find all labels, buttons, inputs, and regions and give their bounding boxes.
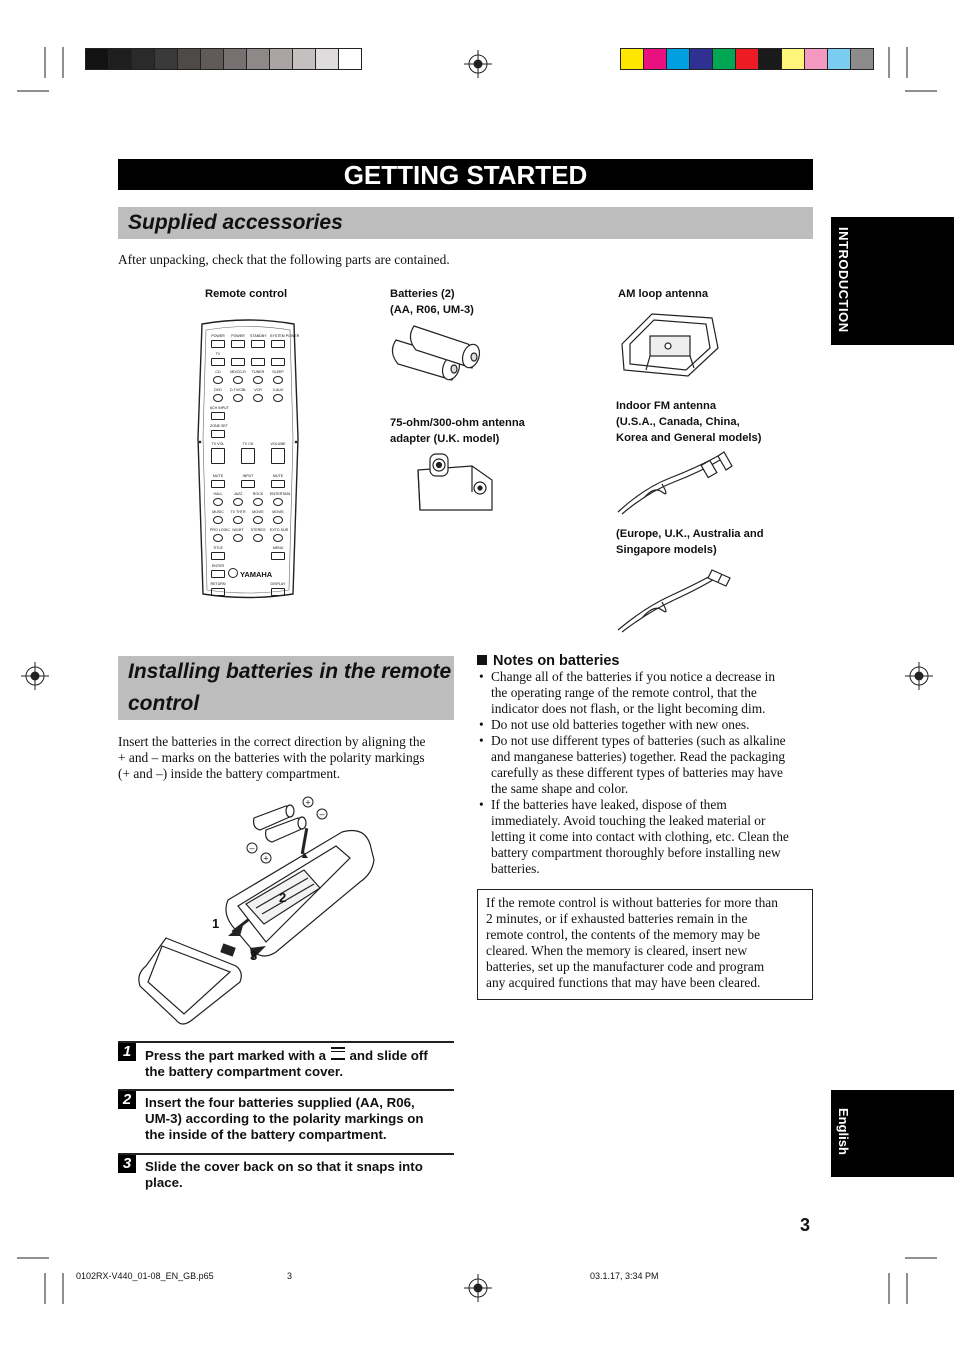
- step-2-number: 2: [118, 1091, 136, 1109]
- remote-button-shape: [211, 480, 225, 488]
- notes-list-item-line: battery compartment thoroughly before installing new: [491, 845, 781, 860]
- notes-list-item-line: the same shape and color.: [491, 781, 629, 796]
- remote-button-row: [210, 334, 300, 348]
- remote-button-shape: [213, 498, 223, 506]
- remote-button: [270, 546, 286, 560]
- remote-button-shape: [241, 448, 255, 464]
- remote-button: [270, 492, 291, 506]
- remote-button-shape: [271, 588, 285, 596]
- remote-button-row: [210, 424, 286, 438]
- memory-warning-line: remote control, the contents of the memory may be: [486, 927, 761, 942]
- remote-button-shape: [213, 394, 223, 402]
- page-number: 3: [800, 1215, 811, 1235]
- step-1-text-part-a: Press the part marked with a: [145, 1048, 327, 1063]
- remote-button-label: DVD: [214, 388, 222, 392]
- step-3-text-line2: place.: [145, 1175, 183, 1190]
- remote-button-label: 6CH INPUT: [210, 406, 229, 410]
- remote-button-label: TV CH: [242, 442, 254, 446]
- color-swatch: [666, 48, 690, 70]
- remote-button-shape: [233, 376, 243, 384]
- notes-heading-text: Notes on batteries: [493, 653, 620, 669]
- remote-button-label: MOVIE: [252, 510, 264, 514]
- remote-button-label: TV THTR: [230, 510, 246, 514]
- step-2-text-line1: Insert the four batteries supplied (AA, R06,: [145, 1095, 415, 1110]
- color-swatch: [827, 48, 851, 70]
- remote-button: [210, 370, 226, 384]
- notes-list-item-line: and manganese batteries) together. Read the packaging: [491, 749, 786, 764]
- gray-swatch: [246, 48, 270, 70]
- remote-button-label: TITLE: [213, 546, 223, 550]
- remote-button: [270, 528, 289, 542]
- step-1-text: [145, 1047, 428, 1080]
- gray-swatch: [154, 48, 178, 70]
- remote-control-label: Remote control: [205, 288, 288, 300]
- remote-button: [270, 370, 286, 384]
- remote-button-row: [210, 406, 286, 420]
- fm-eu-label-line2: Singapore models): [616, 544, 717, 556]
- remote-button-shape: [251, 358, 265, 366]
- installing-heading-line2: control: [128, 692, 200, 715]
- remote-button-label: V-AUX: [272, 388, 284, 392]
- notes-list-item: [477, 669, 817, 717]
- memory-warning-box: [477, 889, 813, 1000]
- remote-button: [230, 528, 246, 542]
- remote-button: [210, 510, 226, 524]
- registration-mark-top-icon: [463, 49, 493, 79]
- svg-text:–: –: [319, 809, 325, 819]
- remote-button-shape: [213, 516, 223, 524]
- gray-color-bar: [86, 48, 362, 70]
- installing-intro-line2: + and – marks on the batteries with the polarity markings: [118, 750, 425, 765]
- remote-button: [270, 352, 286, 366]
- remote-button-shape: [251, 340, 265, 348]
- remote-button: [270, 582, 286, 596]
- gray-swatch: [315, 48, 339, 70]
- antenna-adapter-label-line1: 75-ohm/300-ohm antenna: [390, 417, 525, 429]
- registration-mark-right-icon: [904, 661, 934, 691]
- diagram-callout-1: 1: [212, 916, 220, 931]
- step-3-text-line1: Slide the cover back on so that it snaps into: [145, 1159, 423, 1174]
- remote-button-shape: [233, 534, 243, 542]
- installing-intro: [118, 734, 426, 782]
- remote-button: [250, 352, 266, 366]
- remote-button: [210, 546, 226, 560]
- color-bar: [621, 48, 874, 70]
- remote-button-label: MENU: [272, 546, 284, 550]
- remote-button-shape: [271, 552, 285, 560]
- svg-text:–: –: [249, 843, 255, 853]
- remote-button-label: RETURN: [210, 582, 226, 586]
- remote-button: [230, 370, 246, 384]
- remote-button-label: ENTERTAIN: [270, 492, 291, 496]
- remote-control-illustration: [196, 318, 300, 598]
- notes-list-item: [477, 717, 817, 733]
- footer-page: 3: [287, 1271, 293, 1281]
- fm-label-line1: Indoor FM antenna: [616, 400, 717, 412]
- remote-button: [210, 424, 226, 438]
- side-tab-english-label: English: [836, 1108, 851, 1155]
- remote-button-label: TUNER: [251, 370, 265, 374]
- remote-button: [250, 370, 266, 384]
- remote-button-shape: [271, 448, 285, 464]
- remote-button-row: [210, 370, 286, 384]
- remote-button-label: JAZZ: [233, 492, 243, 496]
- remote-button-label: NIGHT: [232, 528, 244, 532]
- remote-button: [210, 442, 226, 464]
- installing-heading-line1: Installing batteries in the remote: [128, 660, 452, 683]
- antenna-adapter-label: [390, 415, 525, 447]
- remote-button: [210, 528, 230, 542]
- notes-list-item-line: • Change all of the batteries if you notice a decrease in: [491, 669, 776, 684]
- remote-button-label: MUTE: [272, 474, 284, 478]
- remote-button-label: TV: [215, 352, 221, 356]
- remote-button-shape: [273, 376, 283, 384]
- remote-button-grid: [210, 334, 300, 600]
- remote-button-label: [230, 352, 246, 357]
- remote-button-shape: [211, 588, 225, 596]
- remote-button: [250, 334, 266, 348]
- installing-batteries-heading: [118, 656, 454, 720]
- step-2-text-line3: the inside of the battery compartment.: [145, 1127, 387, 1142]
- remote-button-shape: [213, 376, 223, 384]
- notes-heading: [477, 653, 620, 669]
- remote-button-shape: [211, 430, 225, 438]
- remote-button: [210, 406, 229, 420]
- remote-button: [210, 334, 226, 348]
- diagram-callout-2: 2: [279, 890, 287, 905]
- remote-button-label: VCR: [254, 388, 262, 392]
- remote-button-shape: [231, 358, 245, 366]
- remote-button-shape: [231, 340, 245, 348]
- remote-button-label: MUSIC: [212, 510, 224, 514]
- fm-antenna-europe-label: [616, 526, 764, 558]
- notes-list-item-line: immediately. Avoid touching the leaked material or: [491, 813, 766, 828]
- remote-button-row: [210, 492, 291, 506]
- remote-button: [230, 492, 246, 506]
- supplied-accessories-heading-text: Supplied accessories: [128, 211, 343, 234]
- remote-button-shape: [233, 516, 243, 524]
- step-3-text: [145, 1159, 423, 1191]
- memory-warning-line: 2 minutes, or if exhausted batteries remain in the: [486, 911, 748, 926]
- notes-list-item-line: batteries.: [491, 861, 540, 876]
- remote-button-label: ENTER: [211, 564, 225, 568]
- remote-button-label: POWER: [231, 334, 245, 338]
- color-swatch: [804, 48, 828, 70]
- remote-button: [230, 388, 246, 402]
- batteries-illustration: [388, 322, 494, 392]
- installing-intro-line3: (+ and –) inside the battery compartment.: [118, 766, 341, 781]
- color-swatch: [689, 48, 713, 70]
- remote-button: [270, 388, 286, 402]
- side-tab-english: [831, 1090, 954, 1177]
- remote-button: [250, 528, 266, 542]
- remote-button-row: [210, 510, 286, 524]
- svg-text:+: +: [263, 853, 269, 864]
- notes-list-item-line: the operating range of the remote control, that the: [491, 685, 757, 700]
- step-3: [118, 1153, 454, 1199]
- remote-button-row: [210, 528, 289, 542]
- remote-button-row: [210, 388, 286, 402]
- remote-button: [210, 352, 226, 366]
- fm-antenna-europe-illustration: [614, 566, 734, 636]
- remote-button: [210, 564, 226, 578]
- indoor-fm-antenna-illustration: [614, 448, 734, 518]
- remote-button-shape: [271, 340, 285, 348]
- notes-list-item-line: carefully as these different types of batteries may have: [491, 765, 783, 780]
- remote-button: [270, 510, 286, 524]
- antenna-adapter-label-line2: adapter (U.K. model): [390, 433, 500, 445]
- remote-button-label: HALL: [213, 492, 223, 496]
- remote-button-shape: [273, 498, 283, 506]
- remote-button-label: STANDBY: [250, 334, 267, 338]
- step-1: [118, 1041, 454, 1087]
- remote-button-shape: [273, 534, 283, 542]
- notes-square-icon: [477, 655, 487, 665]
- notes-list-item-line: • Do not use old batteries together with new ones.: [491, 717, 750, 732]
- am-antenna-label: AM loop antenna: [618, 288, 709, 300]
- remote-button-label: [250, 352, 266, 357]
- remote-button-row: [210, 352, 286, 366]
- remote-button-row: [210, 474, 286, 488]
- step-3-number: 3: [118, 1155, 136, 1173]
- remote-button: [270, 334, 300, 348]
- remote-button-label: MD/CD-R: [230, 370, 246, 374]
- color-swatch: [643, 48, 667, 70]
- remote-button-label: ZONE SET: [210, 424, 228, 428]
- indoor-fm-antenna-label: [616, 398, 761, 446]
- diagram-callout-3: 3: [250, 948, 258, 963]
- remote-button-shape: [273, 394, 283, 402]
- remote-button-label: SYSTEM POWER: [270, 334, 300, 338]
- side-tab-introduction: [831, 217, 954, 345]
- remote-button-label: TV VOL: [211, 442, 225, 446]
- remote-button-shape: [241, 480, 255, 488]
- batteries-label-line1: Batteries (2): [390, 288, 455, 300]
- remote-button-shape: [253, 534, 263, 542]
- remote-button-shape: [213, 534, 223, 542]
- remote-button-row: [210, 546, 286, 560]
- color-swatch: [735, 48, 759, 70]
- remote-button: [230, 334, 246, 348]
- remote-brand-logo: [228, 568, 272, 579]
- step-2-text: [145, 1095, 424, 1143]
- step-1-text-line2: the battery compartment cover.: [145, 1064, 344, 1079]
- release-tab-symbol-icon: [331, 1047, 345, 1060]
- am-loop-antenna-illustration: [616, 308, 722, 380]
- remote-button-label: INPUT: [242, 474, 254, 478]
- remote-button-shape: [271, 480, 285, 488]
- remote-button-label: STEREO: [250, 528, 266, 532]
- registration-mark-left-icon: [20, 661, 50, 691]
- remote-button-label: D-TV/CBL: [230, 388, 247, 392]
- remote-button: [210, 388, 226, 402]
- remote-button-label: EXTD SUR: [270, 528, 289, 532]
- notes-list-item-line: • Do not use different types of batteries (such as alkaline: [491, 733, 786, 748]
- gray-swatch: [85, 48, 109, 70]
- remote-button: [230, 352, 246, 366]
- color-swatch: [850, 48, 874, 70]
- batteries-label-line2: (AA, R06, UM-3): [390, 304, 474, 316]
- antenna-adapter-illustration: [414, 452, 496, 514]
- remote-button-shape: [233, 394, 243, 402]
- gray-swatch: [269, 48, 293, 70]
- supplied-accessories-heading: [118, 207, 813, 239]
- remote-button-shape: [271, 358, 285, 366]
- gray-swatch: [200, 48, 224, 70]
- remote-button-shape: [211, 412, 225, 420]
- step-1-number: 1: [118, 1043, 136, 1061]
- gray-swatch: [223, 48, 247, 70]
- notes-list-item-line: indicator does not flash, or the light becoming dim.: [491, 701, 766, 716]
- batteries-label: [390, 286, 474, 318]
- remote-button-label: ROCK: [252, 492, 264, 496]
- remote-button-row: [210, 442, 286, 464]
- remote-button-shape: [253, 376, 263, 384]
- remote-button-label: VOLUME: [270, 442, 286, 446]
- memory-warning-line: If the remote control is without batteries for more than: [486, 895, 778, 910]
- color-swatch: [758, 48, 782, 70]
- notes-list: [477, 669, 817, 877]
- remote-button-label: DISPLAY: [270, 582, 286, 586]
- remote-button-label: MOVIE: [272, 510, 284, 514]
- gray-swatch: [108, 48, 132, 70]
- remote-button-label: SLEEP: [272, 370, 284, 374]
- footer-date: 03.1.17, 3:34 PM: [590, 1271, 659, 1281]
- remote-button: [240, 474, 256, 488]
- gray-swatch: [292, 48, 316, 70]
- supplied-intro: After unpacking, check that the following parts are contained.: [118, 252, 450, 267]
- gray-swatch: [338, 48, 362, 70]
- remote-button-shape: [211, 448, 225, 464]
- yamaha-tuning-fork-icon: [228, 568, 238, 578]
- remote-button-label: PRO LOGIC: [210, 528, 230, 532]
- remote-button: [230, 510, 246, 524]
- remote-button-shape: [253, 516, 263, 524]
- remote-button: [250, 388, 266, 402]
- remote-button-shape: [253, 394, 263, 402]
- registration-mark-bottom-icon: [463, 1273, 493, 1303]
- fm-label-line2: (U.S.A., Canada, China,: [616, 416, 740, 428]
- fm-eu-label-line1: (Europe, U.K., Australia and: [616, 528, 764, 540]
- remote-button: [210, 582, 226, 596]
- footer-filename: 0102RX-V440_01-08_EN_GB.p65: [76, 1271, 214, 1281]
- remote-button-label: [270, 352, 286, 357]
- remote-button: [270, 442, 286, 464]
- remote-button-row: [210, 582, 286, 596]
- notes-list-item-line: letting it come into contact with clothing, etc. Clean the: [491, 829, 789, 844]
- page-title: GETTING STARTED: [118, 159, 813, 190]
- battery-installation-diagram: [136, 796, 386, 1028]
- gray-swatch: [131, 48, 155, 70]
- remote-button: [250, 492, 266, 506]
- remote-button: [210, 474, 226, 488]
- side-tab-introduction-label: INTRODUCTION: [836, 227, 851, 333]
- svg-text:+: +: [305, 797, 311, 808]
- remote-button-shape: [211, 552, 225, 560]
- memory-warning-line: batteries, set up the manufacturer code and program: [486, 959, 765, 974]
- memory-warning-line: cleared. When the memory is cleared, insert new: [486, 943, 748, 958]
- color-swatch: [712, 48, 736, 70]
- remote-button-shape: [233, 498, 243, 506]
- memory-warning-line: any acquired functions that may have been cleared.: [486, 975, 761, 990]
- remote-button: [270, 474, 286, 488]
- notes-list-item: [477, 797, 817, 877]
- notes-list-item-line: • If the batteries have leaked, dispose of them: [491, 797, 727, 812]
- color-swatch: [620, 48, 644, 70]
- remote-button-label: CD: [215, 370, 221, 374]
- remote-button-label: POWER: [211, 334, 225, 338]
- gray-swatch: [177, 48, 201, 70]
- fm-label-line3: Korea and General models): [616, 432, 762, 444]
- remote-button-shape: [211, 570, 225, 578]
- step-1-text-part-b: and slide off: [349, 1048, 428, 1063]
- remote-button: [210, 492, 226, 506]
- remote-button: [250, 510, 266, 524]
- remote-button-label: MUTE: [212, 474, 224, 478]
- remote-button: [240, 442, 256, 464]
- step-2: [118, 1089, 454, 1151]
- step-2-text-line2: UM-3) according to the polarity markings on: [145, 1111, 424, 1126]
- installing-intro-line1: Insert the batteries in the correct direction by aligning the: [118, 734, 426, 749]
- remote-brand-text: YAMAHA: [240, 570, 273, 579]
- remote-button-shape: [253, 498, 263, 506]
- remote-button-shape: [211, 358, 225, 366]
- color-swatch: [781, 48, 805, 70]
- notes-list-item: [477, 733, 817, 797]
- remote-button-shape: [273, 516, 283, 524]
- remote-button-shape: [211, 340, 225, 348]
